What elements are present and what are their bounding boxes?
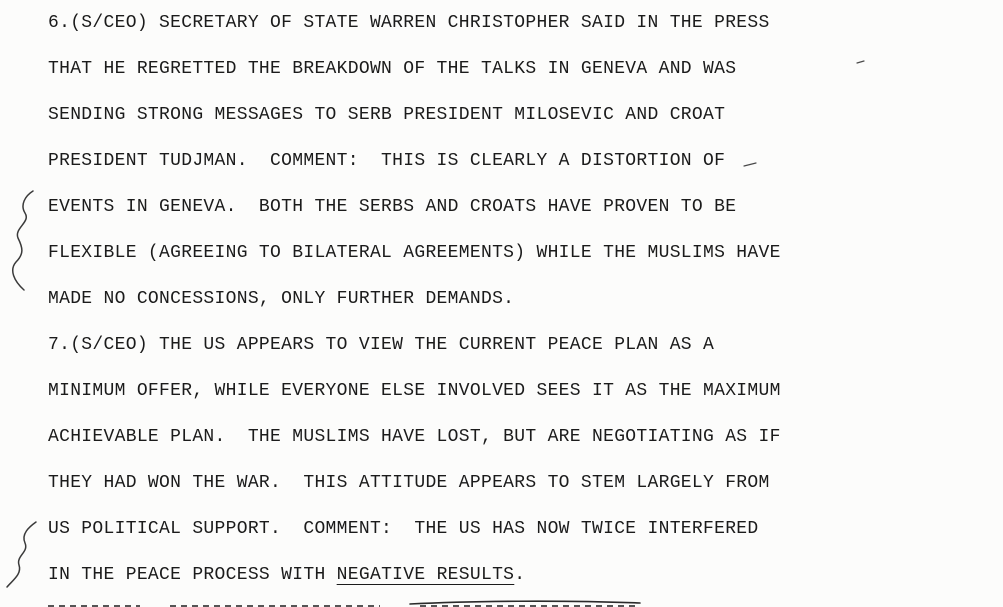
paragraph-6-line-3: SENDING STRONG MESSAGES TO SERB PRESIDENT MILOSEVIC AND CROAT: [48, 105, 726, 125]
paragraph-6-line-6: FLEXIBLE (AGREEING TO BILATERAL AGREEMENTS) WHILE THE MUSLIMS HAVE: [48, 243, 781, 263]
paragraph-7-line-1: 7.(S/CEO) THE US APPEARS TO VIEW THE CURRENT PEACE PLAN AS A: [48, 335, 715, 355]
last-line-prefix: IN THE PEACE PROCESS WITH: [48, 565, 337, 585]
margin-squiggle-paragraph-7: [7, 522, 36, 587]
pen-tick-above-distortion: [744, 163, 756, 166]
last-line-suffix: .: [514, 565, 526, 585]
negative-results-underlined: NEGATIVE RESULTS: [336, 565, 515, 585]
paragraph-7-line-3: ACHIEVABLE PLAN. THE MUSLIMS HAVE LOST, BUT ARE NEGOTIATING AS IF: [48, 427, 781, 447]
paragraph-6-line-2: THAT HE REGRETTED THE BREAKDOWN OF THE TALKS IN GENEVA AND WAS: [48, 59, 737, 79]
paragraph-7-line-2: MINIMUM OFFER, WHILE EVERYONE ELSE INVOLVED SEES IT AS THE MAXIMUM: [48, 381, 781, 401]
paragraph-6-line-4: PRESIDENT TUDJMAN. COMMENT: THIS IS CLEARLY A DISTORTION OF: [48, 151, 726, 171]
paragraph-7-line-5: US POLITICAL SUPPORT. COMMENT: THE US HAS NOW TWICE INTERFERED: [48, 519, 759, 539]
paragraph-7-line-4: THEY HAD WON THE WAR. THIS ATTITUDE APPEARS TO STEM LARGELY FROM: [48, 473, 770, 493]
pen-tick-above-was: [857, 61, 864, 63]
paragraph-6-line-1: 6.(S/CEO) SECRETARY OF STATE WARREN CHRISTOPHER SAID IN THE PRESS: [48, 13, 770, 33]
margin-squiggle-paragraph-6: [13, 191, 33, 290]
paragraph-6-line-7: MADE NO CONCESSIONS, ONLY FURTHER DEMANDS.: [48, 289, 515, 309]
paragraph-6-line-5: EVENTS IN GENEVA. BOTH THE SERBS AND CROATS HAVE PROVEN TO BE: [48, 197, 737, 217]
pen-underline-stroke-bottom: [410, 601, 640, 604]
paragraph-7-line-6: [48, 552, 525, 598]
